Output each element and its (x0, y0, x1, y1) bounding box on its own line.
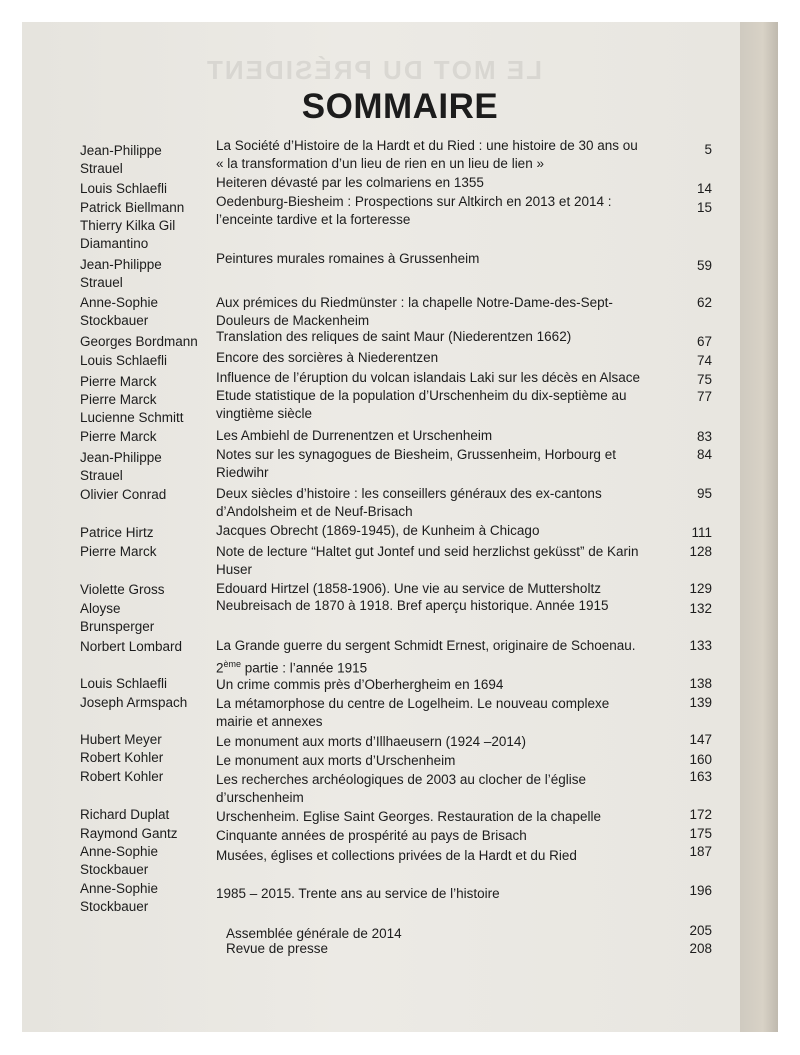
title-line: Deux siècles d’histoire : les conseillers généraux des ex-cantons (216, 486, 602, 501)
author-line: Brunsperger (80, 619, 155, 634)
author-line: Anne-Sophie (80, 844, 159, 859)
entry-page-number: 187 (689, 844, 712, 859)
entry-page-number: 147 (689, 732, 712, 747)
title-line: mairie et annexes (216, 714, 323, 729)
title-line: Les Ambiehl de Durrenentzen et Urschenheim (216, 428, 493, 443)
title-line: Revue de presse (226, 941, 329, 956)
title-line: Neubreisach de 1870 à 1918. Bref aperçu historique. Année 1915 (216, 598, 609, 613)
entry-author (80, 352, 210, 370)
author-line: Robert Kohler (80, 769, 164, 784)
entry-title (216, 522, 678, 540)
entry-title (216, 827, 678, 845)
author-line: Pierre Marck (80, 392, 157, 407)
author-line: Norbert Lombard (80, 639, 183, 654)
entry-page-number: 208 (689, 941, 712, 956)
entry-author (80, 486, 210, 504)
entry-author (80, 825, 210, 843)
author-line: Violette Gross (80, 582, 165, 597)
entry-author (80, 768, 210, 786)
entry-title (216, 328, 678, 346)
entry-author (80, 806, 210, 824)
author-line: Louis Schlaefli (80, 181, 168, 196)
title-line: Riedwihr (216, 465, 269, 480)
author-line: Stockbauer (80, 899, 149, 914)
author-line: Patrick Biellmann (80, 200, 185, 215)
entry-author (80, 199, 210, 253)
entry-page-number: 205 (689, 923, 712, 938)
entry-page-number: 111 (691, 525, 712, 540)
author-line: Anne-Sophie (80, 881, 159, 896)
author-line: Pierre Marck (80, 544, 157, 559)
entry-page-number: 163 (689, 769, 712, 784)
entry-author (80, 256, 210, 292)
entry-author (80, 524, 210, 542)
show-through-text: LE MOT DU PRÉSIDENT (205, 55, 543, 85)
entry-title (216, 676, 678, 694)
author-line: Jean-Philippe (80, 143, 162, 158)
entry-title (216, 885, 678, 903)
entry-title (226, 940, 688, 958)
entry-author (80, 449, 210, 485)
author-line: Patrice Hirtz (80, 525, 154, 540)
page-edge (740, 22, 778, 1032)
entry-title (216, 387, 678, 423)
title-line: Le monument aux morts d’Illhaeusern (1924 –2014) (216, 734, 526, 749)
author-line: Pierre Marck (80, 374, 157, 389)
title-line: Peintures murales romaines à Grussenheim (216, 251, 480, 266)
page-title: SOMMAIRE (301, 87, 499, 127)
title-line: Influence de l’éruption du volcan islandais Laki sur les décès en Alsace (216, 370, 641, 385)
entry-title (216, 369, 678, 387)
author-line: Lucienne Schmitt (80, 410, 184, 425)
title-line: Edouard Hirtzel (1858-1906). Une vie au service de Muttersholtz (216, 581, 601, 596)
entry-author (80, 142, 210, 178)
author-line: Pierre Marck (80, 429, 157, 444)
entry-title (216, 427, 678, 445)
entry-author (80, 428, 210, 446)
entry-title (216, 695, 678, 731)
entry-author (80, 880, 210, 916)
entry-title (216, 637, 678, 678)
entry-page-number: 138 (689, 676, 712, 691)
entry-title (216, 294, 678, 330)
entry-author (80, 581, 210, 599)
author-line: Anne-Sophie (80, 295, 159, 310)
title-line: Note de lecture “Haltet gut Jontef und seid herzlichst geküsst” de Karin (216, 544, 639, 559)
entry-page-number: 62 (696, 295, 712, 310)
title-line: Assemblée générale de 2014 (226, 926, 402, 941)
entry-title (216, 771, 678, 807)
author-line: Olivier Conrad (80, 487, 167, 502)
author-line: Jean-Philippe (80, 257, 162, 272)
title-line: Cinquante années de prospérité au pays de Brisach (216, 828, 527, 843)
author-line: Thierry Kilka Gil (80, 218, 176, 233)
entry-title (216, 485, 678, 521)
author-line: Raymond Gantz (80, 826, 178, 841)
title-line: Jacques Obrecht (1869-1945), de Kunheim à Chicago (216, 523, 540, 538)
entry-page-number: 160 (689, 752, 712, 767)
entry-author (80, 749, 210, 767)
entry-title (216, 733, 678, 751)
entry-page-number: 74 (696, 353, 712, 368)
title-line: Heiteren dévasté par les colmariens en 1355 (216, 175, 484, 190)
entry-title (216, 446, 678, 482)
entry-page-number: 129 (689, 581, 712, 596)
title-line: Encore des sorcières à Niederentzen (216, 350, 439, 365)
entry-author (80, 694, 210, 712)
author-line: Stockbauer (80, 313, 149, 328)
title-line: La Grande guerre du sergent Schmidt Ernest, originaire de Schoenau. (216, 638, 636, 653)
entry-title (216, 847, 678, 865)
entry-page-number: 67 (696, 334, 712, 349)
entry-title (216, 349, 678, 367)
entry-page-number: 77 (696, 389, 712, 404)
entry-page-number: 175 (689, 826, 712, 841)
title-line: l’enceinte tardive et la forteresse (216, 212, 411, 227)
entry-author (80, 180, 210, 198)
entry-page-number: 95 (696, 486, 712, 501)
entry-author (80, 675, 210, 693)
title-line: vingtième siècle (216, 406, 313, 421)
author-line: Aloyse (80, 601, 121, 616)
entry-author (80, 543, 210, 561)
title-line: Oedenburg-Biesheim : Prospections sur Altkirch en 2013 et 2014 : (216, 194, 612, 209)
entry-title (216, 174, 678, 192)
entry-title (216, 580, 678, 598)
title-line: d’urschenheim (216, 790, 304, 805)
entry-title (216, 808, 678, 826)
author-line: Stockbauer (80, 862, 149, 877)
entry-page-number: 59 (696, 258, 712, 273)
entry-page-number: 196 (689, 883, 712, 898)
entry-page-number: 132 (689, 601, 712, 616)
title-line: La métamorphose du centre de Logelheim. Le nouveau complexe (216, 696, 610, 711)
entry-page-number: 139 (689, 695, 712, 710)
entry-page-number: 14 (696, 181, 712, 196)
title-line: Le monument aux morts d’Urschenheim (216, 753, 456, 768)
title-line: Musées, églises et collections privées de la Hardt et du Ried (216, 848, 577, 863)
title-line: Douleurs de Mackenheim (216, 313, 370, 328)
title-line: Translation des reliques de saint Maur (Niederentzen 1662) (216, 329, 572, 344)
entry-author (80, 600, 210, 636)
entry-page-number: 133 (689, 638, 712, 653)
title-line: « la transformation d’un lieu de rien en un lieu de lien » (216, 156, 544, 171)
entry-page-number: 75 (696, 372, 712, 387)
author-line: Jean-Philippe (80, 450, 162, 465)
entry-page-number: 84 (696, 447, 712, 462)
title-line: Un crime commis près d’Oberhergheim en 1694 (216, 677, 504, 692)
entry-page-number: 83 (696, 429, 712, 444)
entry-author (80, 731, 210, 749)
author-line: Diamantino (80, 236, 149, 251)
title-line: d’Andolsheim et de Neuf-Brisach (216, 504, 413, 519)
title-line: La Société d’Histoire de la Hardt et du Ried : une histoire de 30 ans ou (216, 138, 638, 153)
title-line: Huser (216, 562, 253, 577)
entry-author (80, 843, 210, 879)
entry-author (80, 638, 210, 656)
author-line: Strauel (80, 161, 123, 176)
title-line: Les recherches archéologiques de 2003 au clocher de l’église (216, 772, 586, 787)
entry-page-number: 128 (689, 544, 712, 559)
author-line: Hubert Meyer (80, 732, 162, 747)
entry-title (216, 193, 678, 229)
entry-author (80, 373, 210, 391)
entry-author (80, 333, 210, 351)
entry-author (80, 391, 210, 427)
entry-author (80, 294, 210, 330)
author-line: Louis Schlaefli (80, 353, 168, 368)
title-line: Etude statistique de la population d’Urschenheim du dix-septième au (216, 388, 627, 403)
title-line: Notes sur les synagogues de Biesheim, Grussenheim, Horbourg et (216, 447, 616, 462)
author-line: Strauel (80, 275, 123, 290)
author-line: Robert Kohler (80, 750, 164, 765)
author-line: Georges Bordmann (80, 334, 198, 349)
author-line: Louis Schlaefli (80, 676, 168, 691)
entry-page-number: 5 (704, 142, 712, 157)
entry-page-number: 172 (689, 807, 712, 822)
entry-title (216, 752, 678, 770)
title-line: Urschenheim. Eglise Saint Georges. Restauration de la chapelle (216, 809, 601, 824)
entry-title (216, 597, 678, 615)
title-line: 2ème partie : l’année 1915 (216, 659, 368, 676)
title-line: 1985 – 2015. Trente ans au service de l’histoire (216, 886, 500, 901)
author-line: Richard Duplat (80, 807, 170, 822)
entry-title (216, 250, 678, 268)
entry-title (216, 543, 678, 579)
author-line: Strauel (80, 468, 123, 483)
author-line: Joseph Armspach (80, 695, 188, 710)
entry-page-number: 15 (696, 200, 712, 215)
entry-title (216, 137, 678, 173)
title-line: Aux prémices du Riedmünster : la chapelle Notre-Dame-des-Sept- (216, 295, 613, 310)
